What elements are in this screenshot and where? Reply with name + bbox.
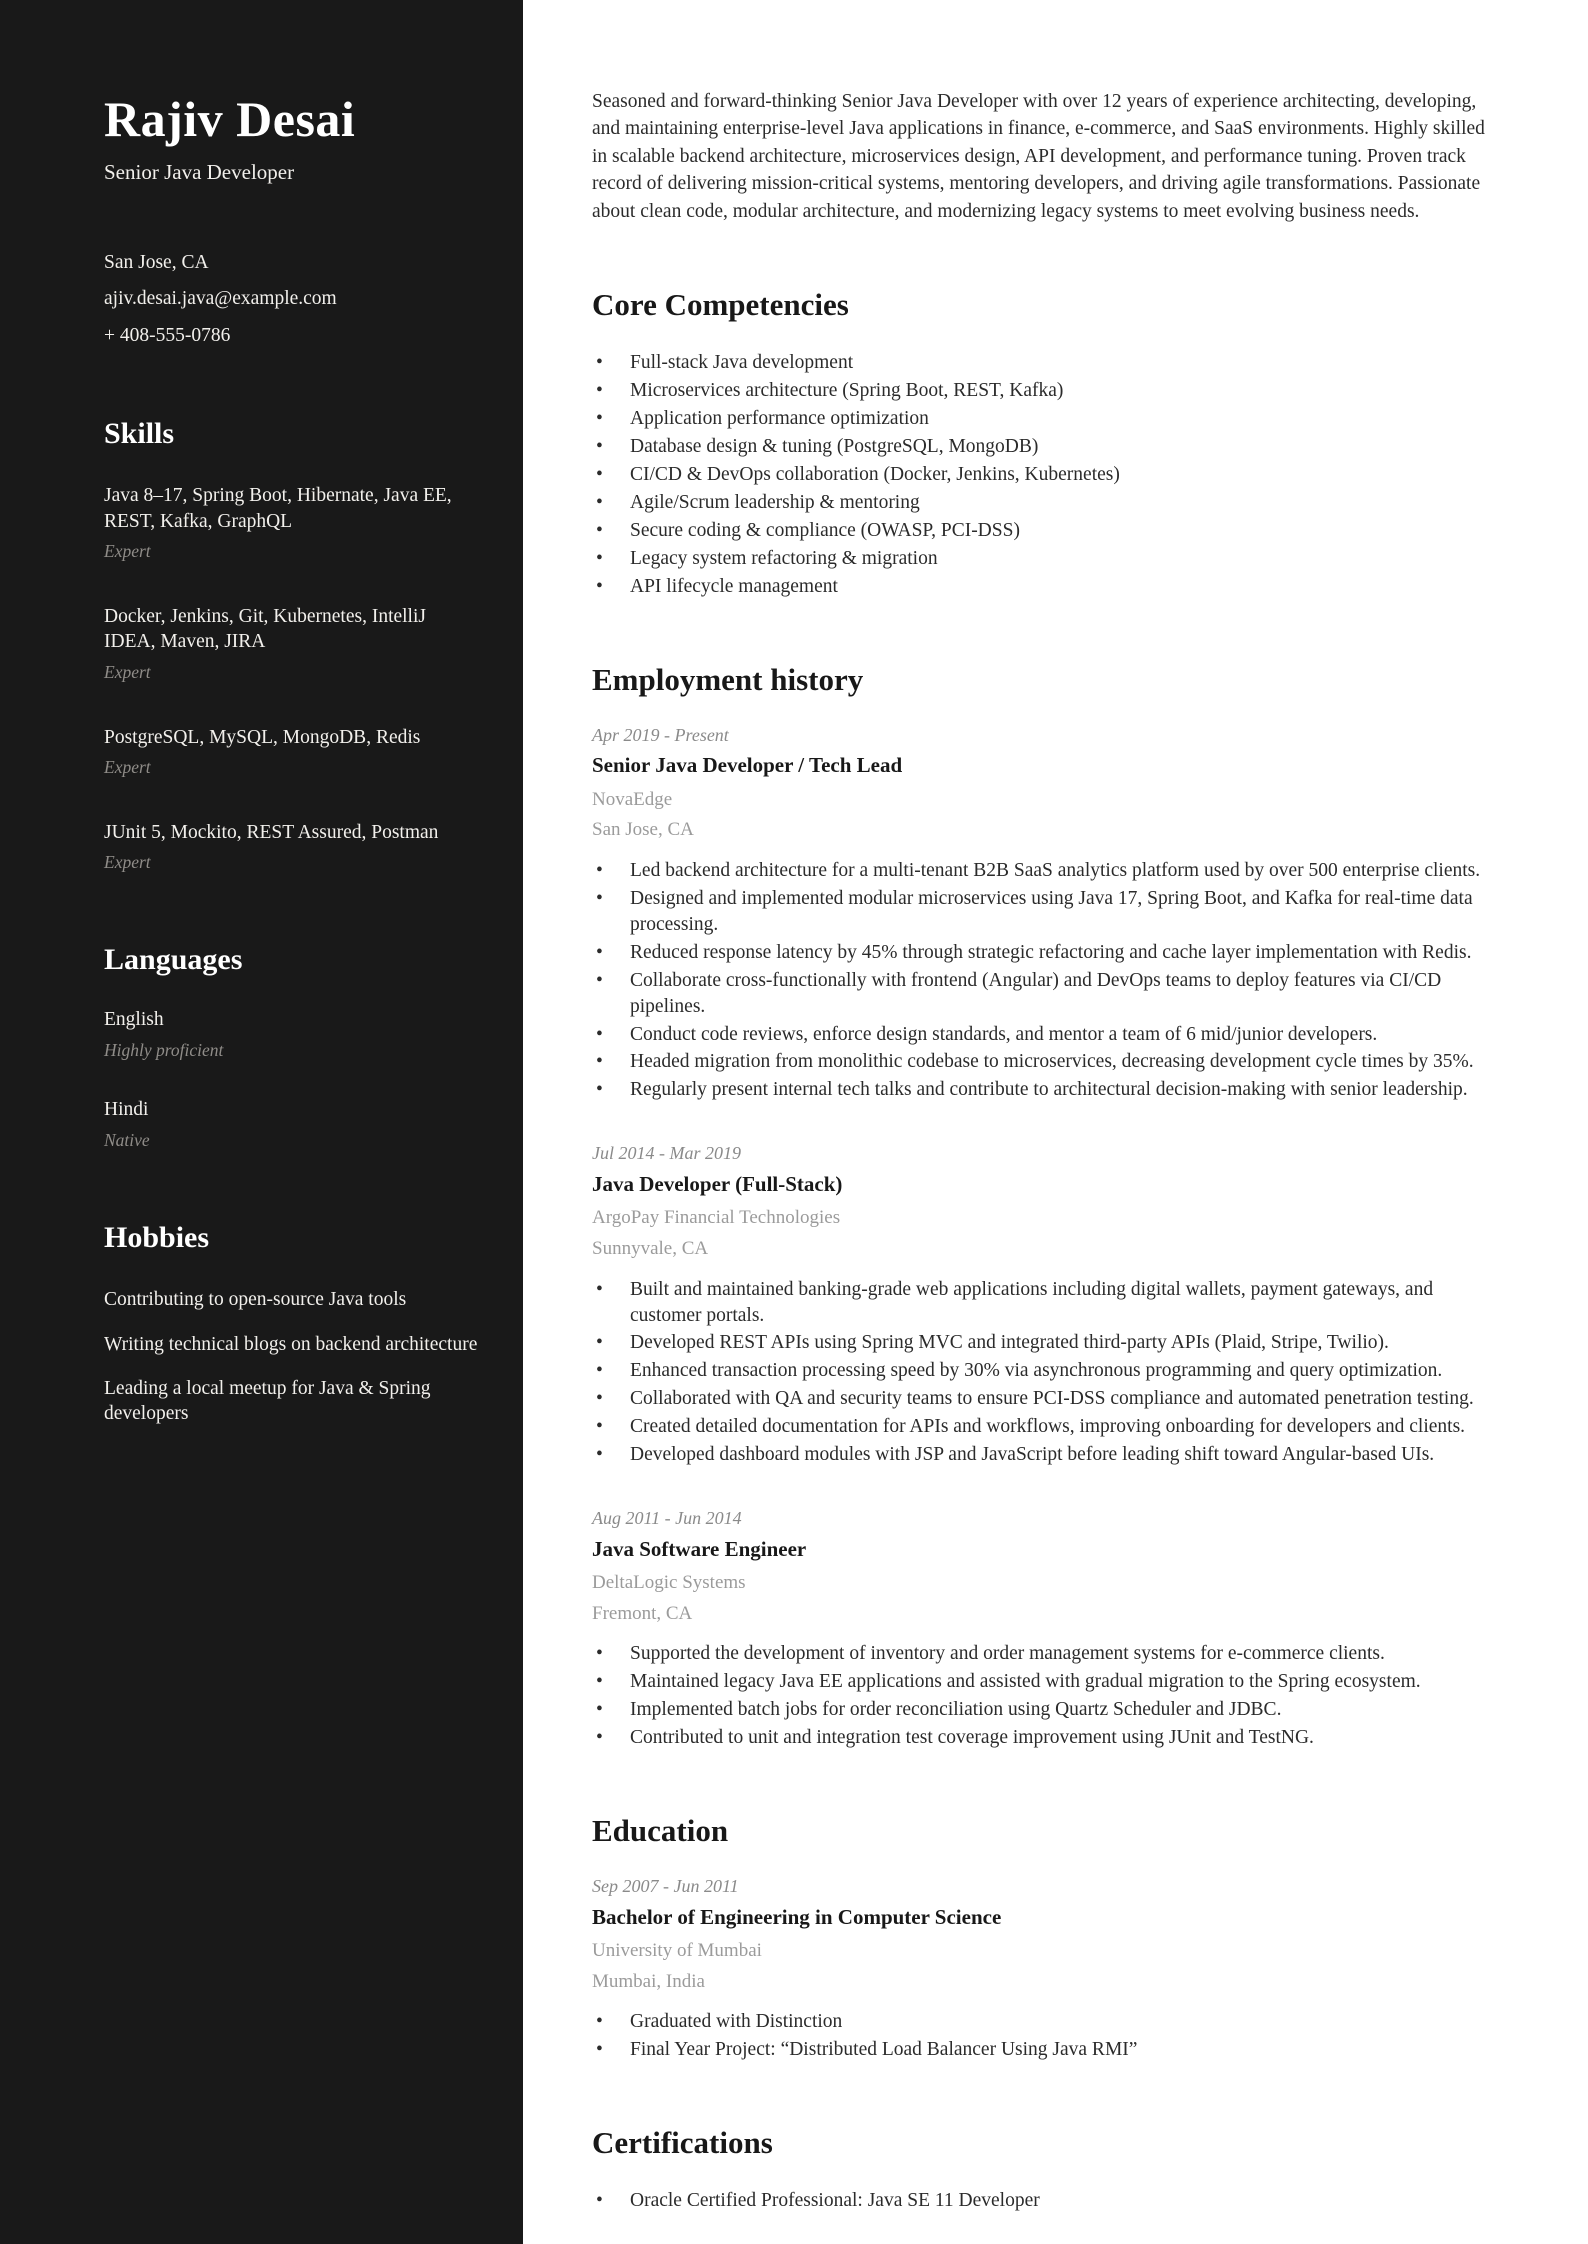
contact-location: San Jose, CA — [104, 252, 209, 273]
job-bullets — [592, 1277, 1496, 1468]
skill-names: JUnit 5, Mockito, REST Assured, Postman — [104, 821, 439, 843]
job-bullet: • Implemented batch jobs for order reconciliation using Quartz Scheduler and JDBC. — [592, 1697, 1496, 1723]
education-bullet: • Final Year Project: “Distributed Load Balancer Using Java RMI” — [592, 2037, 1496, 2063]
education-heading: Education — [592, 1813, 729, 1848]
contact-block — [104, 251, 479, 347]
competency-item: • Full-stack Java development — [592, 350, 1496, 376]
education-section — [592, 1813, 1496, 2063]
job-location: San Jose, CA — [592, 819, 694, 841]
language-name: English — [104, 1009, 164, 1031]
education-school: University of Mumbai — [592, 1939, 762, 1961]
job-bullet: • Contributed to unit and integration test coverage improvement using JUnit and TestNG. — [592, 1725, 1496, 1751]
language-item — [104, 1009, 479, 1061]
job-bullet: • Developed REST APIs using Spring MVC and integrated third-party APIs (Plaid, Stripe, Twilio). — [592, 1330, 1496, 1356]
competencies-section — [592, 287, 1496, 599]
job-date: Jul 2014 - Mar 2019 — [592, 1143, 741, 1164]
language-item — [104, 1099, 479, 1151]
competency-item: • Agile/Scrum leadership & mentoring — [592, 490, 1496, 516]
skills-section — [104, 417, 479, 873]
employment-heading: Employment history — [592, 661, 864, 697]
skill-level: Expert — [104, 756, 151, 777]
competency-item: • CI/CD & DevOps collaboration (Docker, Jenkins, Kubernetes) — [592, 462, 1496, 488]
job-title: Java Software Engineer — [592, 1536, 807, 1561]
education-bullets — [592, 2009, 1496, 2063]
sidebar — [0, 0, 523, 2244]
contact-email: ajiv.desai.java@example.com — [104, 288, 337, 310]
job-bullet: • Built and maintained banking-grade web applications including digital wallets, payment gateways, and customer portals. — [592, 1277, 1496, 1329]
hobbies-heading: Hobbies — [104, 1221, 210, 1255]
language-level: Highly proficient — [104, 1040, 224, 1061]
languages-list — [104, 1009, 479, 1151]
job-entry — [592, 1143, 1496, 1468]
job-bullet: • Designed and implemented modular microservices using Java 17, Spring Boot, and Kafka for real-time data processing. — [592, 886, 1496, 938]
certification-item: • Oracle Certified Professional: Java SE 11 Developer — [592, 2188, 1496, 2214]
education-entry — [592, 1876, 1496, 2063]
education-list — [592, 1876, 1496, 2063]
contact-phone: + 408-555-0786 — [104, 324, 231, 346]
education-date: Sep 2007 - Jun 2011 — [592, 1876, 739, 1896]
job-bullets — [592, 1641, 1496, 1751]
language-name: Hindi — [104, 1099, 149, 1121]
hobbies-section — [104, 1221, 479, 1426]
certifications-list — [592, 2188, 1496, 2214]
main-content — [523, 0, 1588, 2244]
job-location: Fremont, CA — [592, 1602, 693, 1624]
competency-item: • Database design & tuning (PostgreSQL, MongoDB) — [592, 434, 1496, 460]
job-entry — [592, 725, 1496, 1104]
job-date: Apr 2019 - Present — [592, 724, 729, 745]
job-employer: DeltaLogic Systems — [592, 1571, 746, 1593]
skill-level: Expert — [104, 540, 151, 561]
person-name: Rajiv Desai — [104, 91, 356, 147]
skills-list — [104, 483, 479, 873]
certifications-heading: Certifications — [592, 2125, 773, 2161]
summary-paragraph: Seasoned and forward-thinking Senior Java Developer with over 12 years of experience architecting, developing, and maintaining enterprise-level Java applications in finance, e-commerce, and SaaS environments. Highly skilled in scalable backend architecture, microservices design, API development, and performance tuning. Proven track record of delivering mission-critical systems, mentoring developers, and driving agile transformations. Passionate about clean code, modular architecture, and modernizing legacy systems to meet evolving business needs. — [592, 91, 1485, 222]
job-bullet: • Led backend architecture for a multi-tenant B2B SaaS analytics platform used by over 500 enterprise clients. — [592, 858, 1496, 884]
competencies-heading: Core Competencies — [592, 287, 849, 323]
job-bullet: • Enhanced transaction processing speed by 30% via asynchronous programming and query optimization. — [592, 1358, 1496, 1384]
skill-level: Expert — [104, 852, 151, 873]
person-job-title: Senior Java Developer — [104, 160, 295, 184]
skill-level: Expert — [104, 661, 151, 682]
job-location: Sunnyvale, CA — [592, 1237, 709, 1259]
hobby-item: Contributing to open-source Java tools — [104, 1289, 407, 1311]
employment-list — [592, 725, 1496, 1751]
competency-item: • API lifecycle management — [592, 574, 1496, 600]
education-bullet: • Graduated with Distinction — [592, 2009, 1496, 2035]
skill-names: PostgreSQL, MySQL, MongoDB, Redis — [104, 726, 421, 748]
job-bullet: • Maintained legacy Java EE applications and assisted with gradual migration to the Spring ecosystem. — [592, 1669, 1496, 1695]
employment-section — [592, 662, 1496, 1751]
hobbies-list — [104, 1287, 479, 1426]
languages-heading: Languages — [104, 943, 243, 977]
skill-names: Docker, Jenkins, Git, Kubernetes, IntelliJ IDEA, Maven, JIRA — [104, 605, 426, 653]
competency-item: • Application performance optimization — [592, 406, 1496, 432]
job-title: Senior Java Developer / Tech Lead — [592, 753, 903, 778]
job-employer: ArgoPay Financial Technologies — [592, 1207, 841, 1229]
hobby-item: Writing technical blogs on backend architecture — [104, 1333, 478, 1355]
competency-item: • Legacy system refactoring & migration — [592, 546, 1496, 572]
job-bullet: • Supported the development of inventory and order management systems for e-commerce clients. — [592, 1641, 1496, 1667]
job-bullet: • Developed dashboard modules with JSP and JavaScript before leading shift toward Angular-based UIs. — [592, 1442, 1496, 1468]
education-degree: Bachelor of Engineering in Computer Science — [592, 1904, 1002, 1929]
job-bullet: • Created detailed documentation for APIs and workflows, improving onboarding for developers and clients. — [592, 1414, 1496, 1440]
languages-section — [104, 943, 479, 1151]
education-location: Mumbai, India — [592, 1970, 705, 1992]
job-bullets — [592, 858, 1496, 1103]
job-title: Java Developer (Full-Stack) — [592, 1171, 843, 1196]
competency-item: • Microservices architecture (Spring Boot, REST, Kafka) — [592, 378, 1496, 404]
skill-group — [104, 820, 479, 873]
job-bullet: • Headed migration from monolithic codebase to microservices, decreasing development cycle times by 35%. — [592, 1049, 1496, 1075]
skill-group — [104, 725, 479, 778]
language-level: Native — [104, 1130, 150, 1151]
job-bullet: • Regularly present internal tech talks and contribute to architectural decision-making with senior leadership. — [592, 1077, 1496, 1103]
job-bullet: • Reduced response latency by 45% through strategic refactoring and cache layer implementation with Redis. — [592, 940, 1496, 966]
job-date: Aug 2011 - Jun 2014 — [592, 1508, 742, 1529]
job-employer: NovaEdge — [592, 788, 673, 810]
job-bullet: • Collaborated with QA and security teams to ensure PCI-DSS compliance and automated penetration testing. — [592, 1386, 1496, 1412]
skills-heading: Skills — [104, 417, 175, 451]
skill-names: Java 8–17, Spring Boot, Hibernate, Java EE, REST, Kafka, GraphQL — [104, 485, 452, 532]
skill-group — [104, 483, 479, 562]
hobby-item: Leading a local meetup for Java & Spring developers — [104, 1377, 431, 1425]
job-bullet: • Collaborate cross-functionally with frontend (Angular) and DevOps teams to deploy features via CI/CD pipelines. — [592, 968, 1496, 1020]
job-bullet: • Conduct code reviews, enforce design standards, and mentor a team of 6 mid/junior developers. — [592, 1022, 1496, 1048]
certifications-section — [592, 2125, 1496, 2214]
skill-group — [104, 604, 479, 683]
competency-item: • Secure coding & compliance (OWASP, PCI-DSS) — [592, 518, 1496, 544]
job-entry — [592, 1508, 1496, 1751]
competencies-list — [592, 350, 1496, 599]
